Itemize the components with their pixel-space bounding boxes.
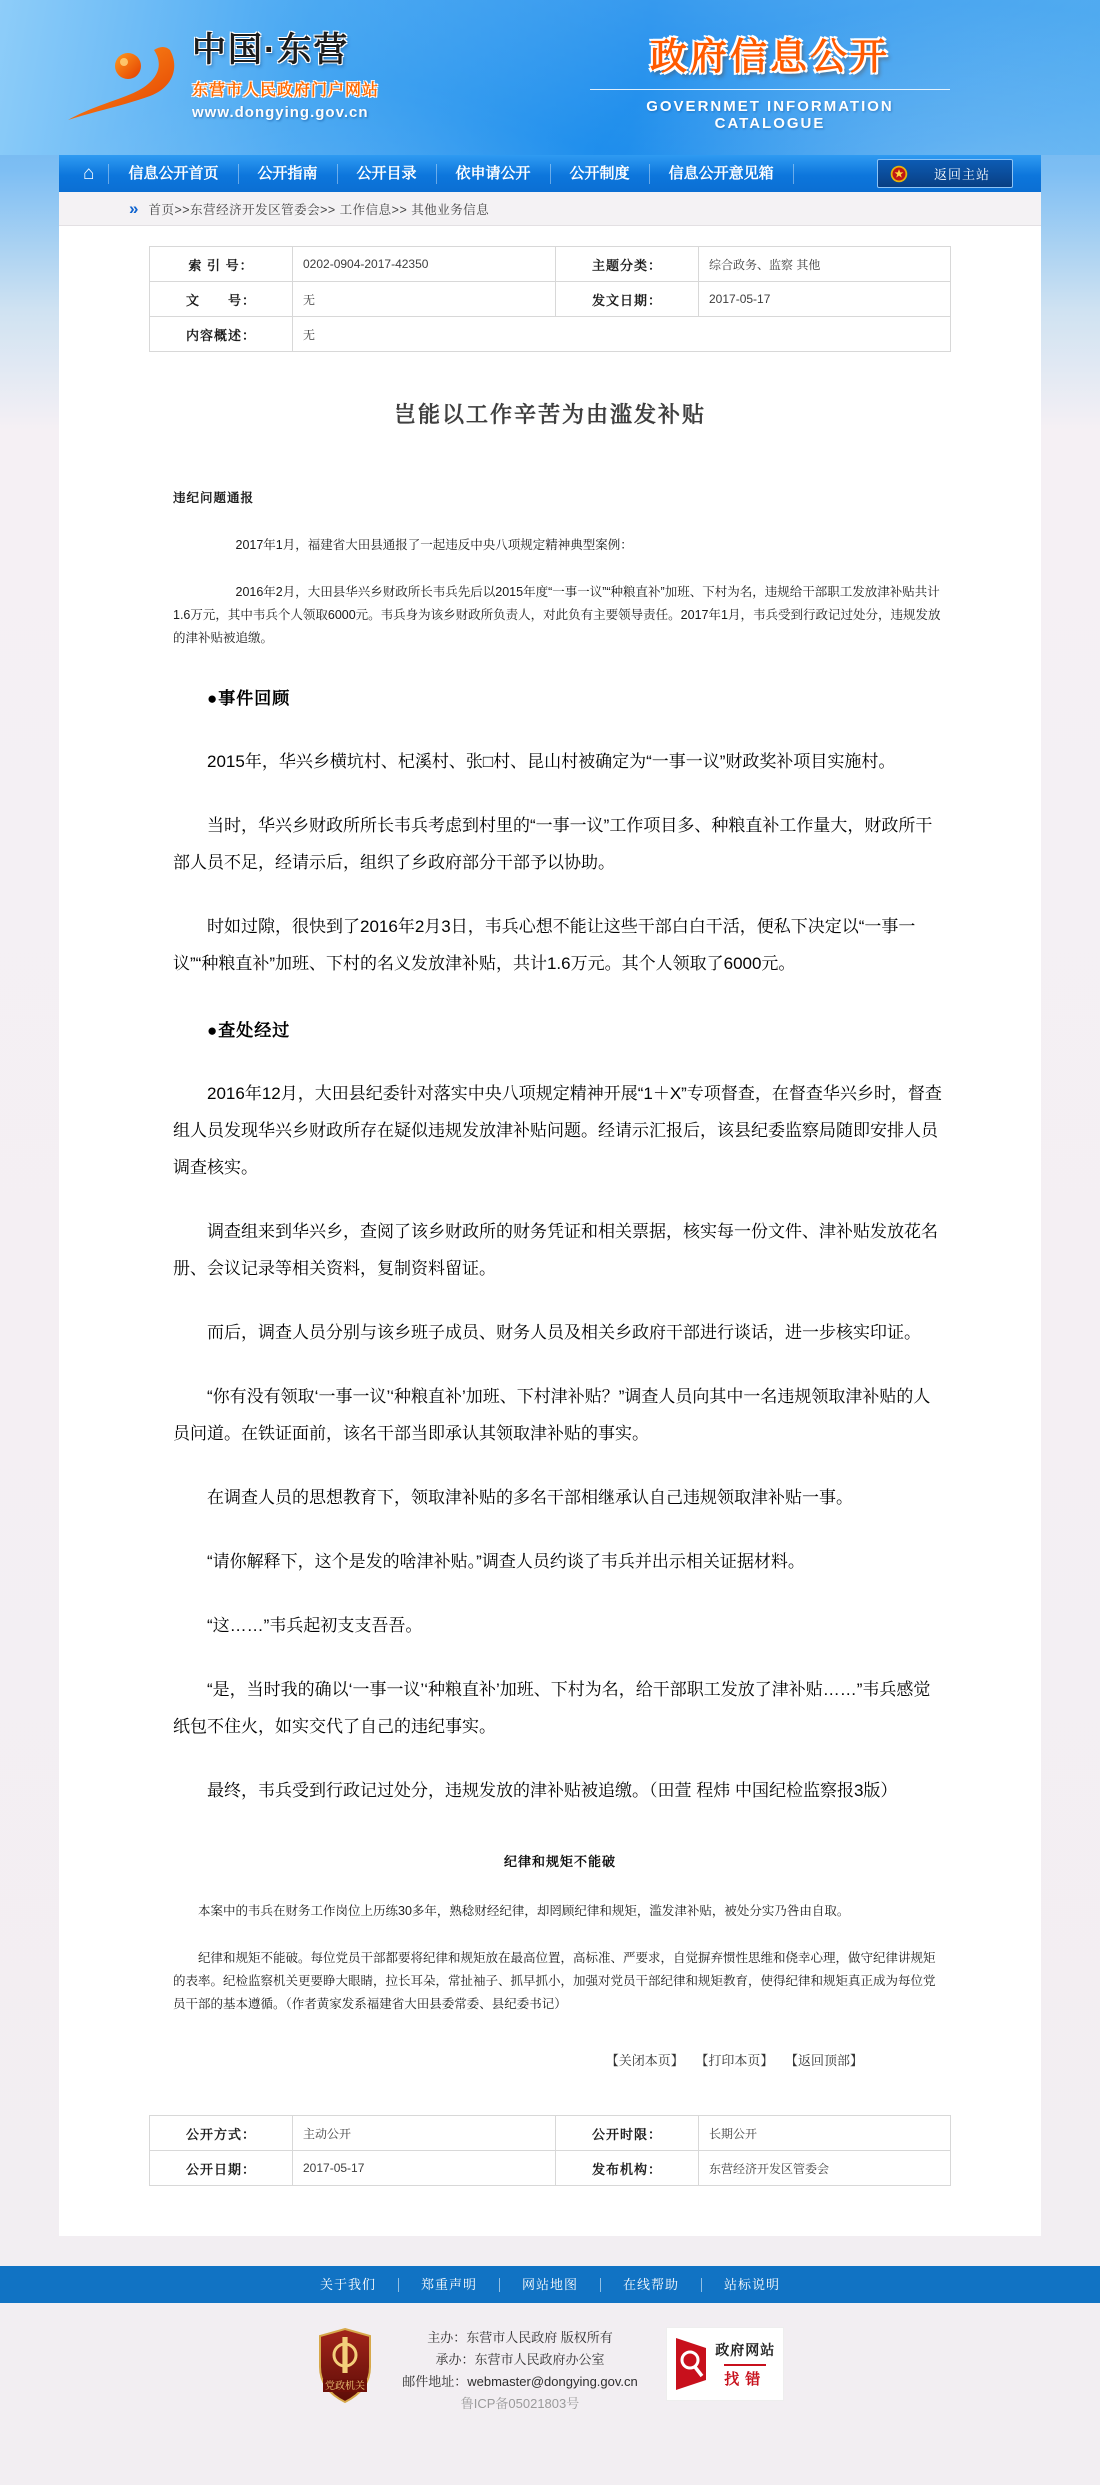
return-main-site-label: 返回主站: [933, 167, 990, 182]
nav-item-feedback[interactable]: 信息公开意见箱: [649, 164, 794, 184]
table-row: [150, 2116, 951, 2151]
footer-link-help[interactable]: 在线帮助: [601, 2278, 702, 2292]
article-paragraph: 调查组来到华兴乡，查阅了该乡财政所的财务凭证和相关票据，核实每一份文件、津补贴发放花名册、会议记录等相关资料，复制资料留证。: [173, 1222, 938, 1278]
document-meta-table: [149, 246, 951, 352]
footer-link-sitemap[interactable]: 网站地图: [500, 2278, 601, 2292]
nav-item-apply[interactable]: 依申请公开: [436, 164, 550, 184]
footer-link-logo-info[interactable]: 站标说明: [724, 2276, 781, 2292]
page-actions: [59, 2050, 1041, 2069]
footer-copyright: [402, 2327, 638, 2415]
article-paragraph: 2015年，华兴乡横坑村、杞溪村、张□村、昆山村被确定为“一事一议”财政奖补项目实施村。: [207, 752, 896, 771]
table-row: [150, 247, 951, 282]
home-icon[interactable]: ⌂: [83, 162, 95, 184]
nav-item-catalogue[interactable]: 公开目录: [337, 164, 436, 184]
find-error-sub: 找错: [724, 2364, 766, 2389]
nav-item-info-home[interactable]: 信息公开首页: [108, 164, 237, 184]
summary-value: 无: [293, 317, 951, 352]
article-paragraph: 在调查人员的思想教育下，领取津补贴的多名干部相继承认自己违规领取津补贴一事。: [207, 1488, 853, 1507]
party-gov-badge-icon: [316, 2327, 374, 2405]
article-paragraph: 违纪问题通报: [173, 491, 255, 505]
publish-date-value: 2017-05-17: [293, 2151, 556, 2186]
publish-date-label: 公开日期：: [150, 2151, 293, 2186]
publish-org-label: 发布机构：: [556, 2151, 699, 2186]
footer-email-line: 邮件地址：webmaster@dongying.gov.cn: [402, 2374, 638, 2389]
publish-period-value: 长期公开: [699, 2116, 951, 2151]
article-paragraph: 纪律和规矩不能破。每位党员干部都要将纪律和规矩放在最高位置，高标准、严要求，自觉摒弃惯性思维和侥幸心理，做守纪律讲规矩的表率。纪检监察机关更要睁大眼睛，拉长耳朵，常扯袖子、抓早抓小，加强对党员干部纪律和规矩教育，使得纪律和规矩真正成为每位党员干部的基本遵循。（作者黄家发系福建省大田县委常委、县纪委书记）: [173, 1951, 936, 2011]
breadcrumb-arrows-icon: »: [129, 199, 139, 218]
page-title: 岂能以工作辛苦为由滥发补贴: [393, 402, 706, 427]
article-paragraph: “你有没有领取‘一事一议’‘种粮直补’加班、下村津补贴？”调查人员向其中一名违规领取津补贴的人员问道。在铁证面前，该名干部当即承认其领取津补贴的事实。: [173, 1387, 931, 1443]
article-paragraph: “请你解释下，这个是发的啥津补贴。”调查人员约谈了韦兵并出示相关证据材料。: [207, 1552, 805, 1571]
site-name: 中国·东营: [192, 31, 350, 69]
footer-host-line: 主办：东营市人民政府 版权所有: [427, 2330, 613, 2345]
table-row: [150, 2151, 951, 2186]
print-page-link[interactable]: 【打印本页】: [695, 2053, 774, 2068]
breadcrumb-path[interactable]: 首页>>东营经济开发区管委会>> 工作信息>> 其他业务信息: [148, 202, 490, 217]
nav-item-rules[interactable]: 公开制度: [550, 164, 649, 184]
table-row: [150, 282, 951, 317]
issue-date-label: 发文日期：: [556, 282, 699, 317]
site-header: [0, 0, 1100, 155]
find-error-magnifier-icon: [674, 2336, 708, 2392]
summary-label: 内容概述：: [150, 317, 293, 352]
back-to-top-link[interactable]: 【返回顶部】: [784, 2053, 863, 2068]
doc-number-value: 无: [293, 282, 556, 317]
dongying-swoosh-icon: [62, 40, 182, 130]
nav-item-guide[interactable]: 公开指南: [238, 164, 337, 184]
index-number-value: 0202-0904-2017-42350: [293, 247, 556, 282]
publish-period-label: 公开时限：: [556, 2116, 699, 2151]
article-paragraph: 2016年12月，大田县纪委针对落实中央八项规定精神开展“1＋X”专项督查，在督查华兴乡时，督查组人员发现华兴乡财政所存在疑似违规发放津补贴问题。经请示汇报后，该县纪委监察局随即安排人员调查核实。: [173, 1084, 942, 1177]
breadcrumb: [59, 192, 1041, 226]
return-main-site-button[interactable]: [877, 159, 1013, 188]
publish-info-table: [149, 2115, 951, 2186]
article-paragraph: “这……”韦兵起初支支吾吾。: [207, 1616, 423, 1635]
footer-gap: [0, 2236, 1100, 2266]
banner-subtitle: GOVERNMET INFORMATION CATALOGUE: [590, 89, 950, 132]
gov-site-find-error-widget[interactable]: [666, 2327, 784, 2401]
site-logo[interactable]: [62, 22, 379, 130]
footer-link-about[interactable]: 关于我们: [298, 2278, 399, 2292]
content-card: [59, 192, 1041, 2236]
footer-bottom: [0, 2303, 1100, 2485]
footer-icp-line: 鲁ICP备05021803号: [460, 2396, 580, 2411]
publish-method-value: 主动公开: [293, 2116, 556, 2151]
footer-organizer-line: 承办：东营市人民政府办公室: [435, 2352, 605, 2367]
site-tagline: 东营市人民政府门户网站: [192, 82, 380, 99]
site-url: www.dongying.gov.cn: [192, 104, 369, 121]
article-section-heading: ●查处经过: [207, 1021, 291, 1040]
article-paragraph: 本案中的韦兵在财务工作岗位上历练30多年，熟稔财经纪律，却罔顾纪律和规矩，滥发津补贴，被处分实乃咎由自取。: [198, 1904, 850, 1918]
doc-number-label: 文 号：: [150, 282, 293, 317]
party-gov-badge-label: 党政机关: [325, 2381, 366, 2392]
footer-link-statement[interactable]: 郑重声明: [399, 2278, 500, 2292]
topic-category-value: 综合政务、监察 其他: [699, 247, 951, 282]
publish-method-label: 公开方式：: [150, 2116, 293, 2151]
find-error-title: 政府网站: [715, 2341, 776, 2358]
article-paragraph: 2016年2月，大田县华兴乡财政所长韦兵先后以2015年度“一事一议”“种粮直补”加班、下村为名，违规给干部职工发放津补贴共计1.6万元，其中韦兵个人领取6000元。韦兵身为该乡财政所负责人，对此负有主要领导责任。2017年1月，韦兵受到行政记过处分，违规发放的津补贴被追缴。: [173, 585, 941, 645]
article-paragraph: “是，当时我的确以‘一事一议’‘种粮直补’加班、下村为名，给干部职工发放了津补贴……”韦兵感觉纸包不住火，如实交代了自己的违纪事实。: [173, 1680, 931, 1736]
topic-category-label: 主题分类：: [556, 247, 699, 282]
article-section-heading: ●事件回顾: [207, 689, 291, 708]
footer-nav: [0, 2266, 1100, 2303]
close-page-link[interactable]: 【关闭本页】: [605, 2053, 684, 2068]
issue-date-value: 2017-05-17: [699, 282, 951, 317]
national-emblem-icon: [890, 165, 908, 183]
table-row: [150, 317, 951, 352]
article-paragraph: 最终，韦兵受到行政记过处分，违规发放的津补贴被追缴。（田萱 程炜 中国纪检监察报3版）: [207, 1781, 898, 1800]
article-paragraph: 时如过隙，很快到了2016年2月3日，韦兵心想不能让这些干部白白干活，便私下决定以“一事一议”“种粮直补”加班、下村的名义发放津补贴，共计1.6万元。其个人领取了6000元。: [173, 917, 916, 973]
publish-org-value: 东营经济开发区管委会: [699, 2151, 951, 2186]
article-paragraph: 2017年1月，福建省大田县通报了一起违反中央八项规定精神典型案例：: [235, 538, 633, 552]
main-nav: [59, 155, 1041, 192]
index-number-label: 索 引 号：: [150, 247, 293, 282]
article-subtitle: 纪律和规矩不能破: [503, 1854, 616, 1869]
article-paragraph: 当时，华兴乡财政所所长韦兵考虑到村里的“一事一议”工作项目多、种粮直补工作量大，财政所干部人员不足，经请示后，组织了乡政府部分干部予以协助。: [173, 816, 933, 872]
article-paragraph: 而后，调查人员分别与该乡班子成员、财务人员及相关乡政府干部进行谈话，进一步核实印证。: [207, 1323, 921, 1342]
article-body: [59, 429, 1041, 2016]
banner-title: 政府信息公开: [650, 36, 890, 77]
